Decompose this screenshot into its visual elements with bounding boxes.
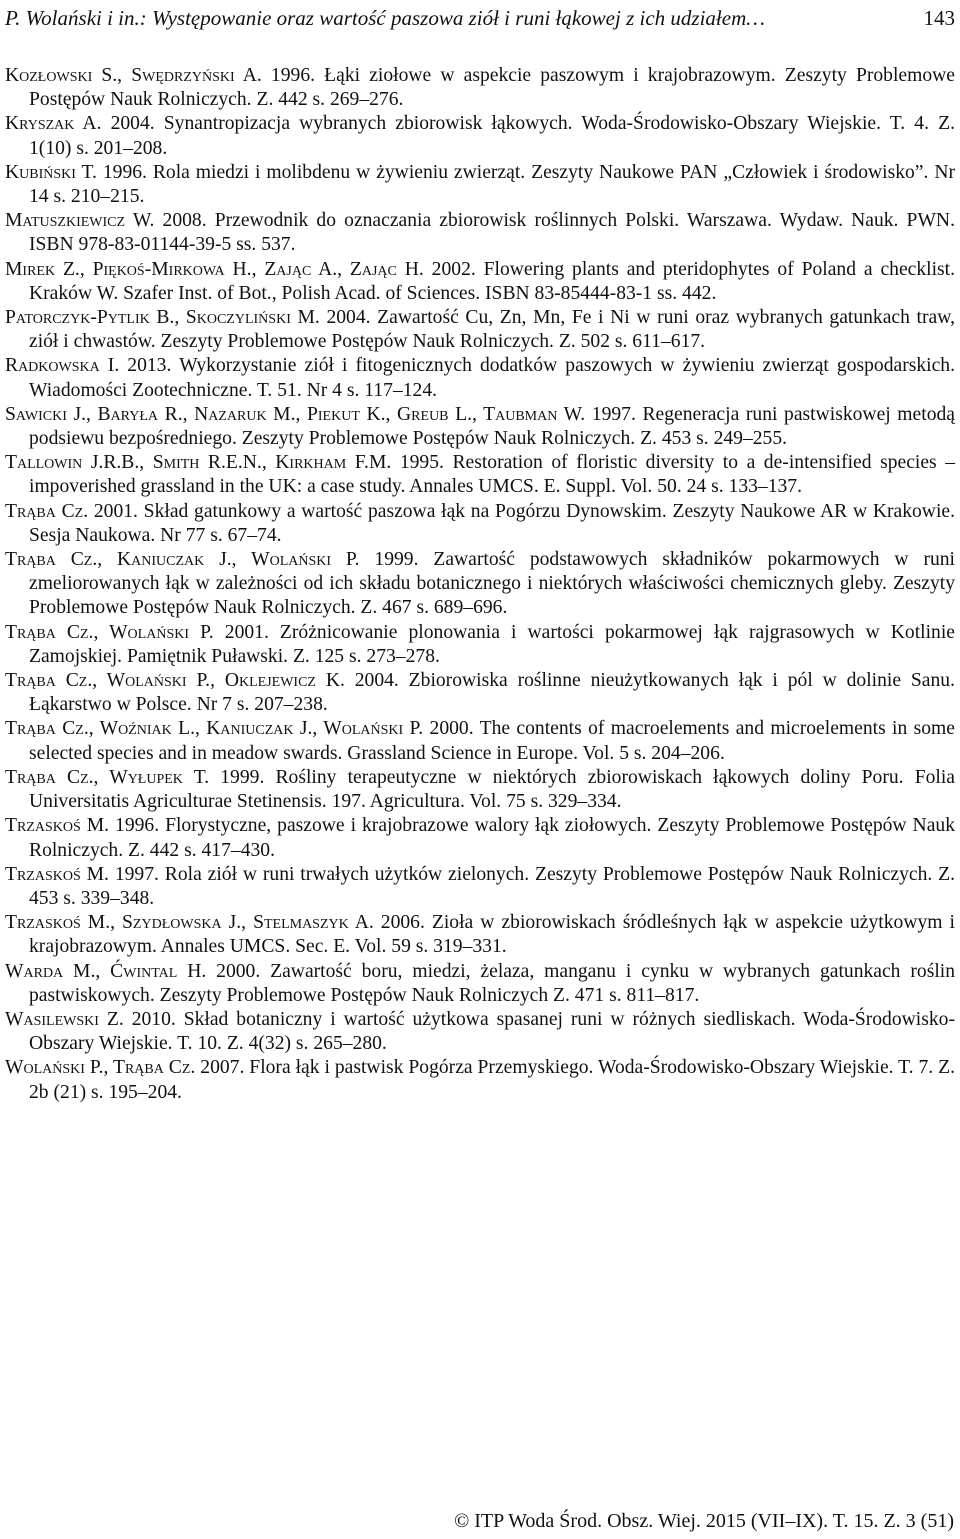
reference-text: 1996. Florystyczne, paszowe i krajobrazowe walory łąk ziołowych. Zeszyty Problemowe Postępów Nauk Rolniczych. Z. 442 s. 417–430. [29, 815, 955, 861]
page-footer [454, 1508, 954, 1534]
reference-authors: Wolański P., Trąba Cz. [5, 1057, 196, 1079]
reference-authors: Sawicki J., Baryła R., Nazaruk M., Piekut K., Greub L., Taubman W. [5, 403, 586, 425]
page-number: 143 [923, 6, 955, 30]
reference-text: 2004. Zbiorowiska roślinne nieużytkowanych łąk i pól w dolinie Sanu. Łąkarstwo w Polsce. Nr 7 s. 207–238. [29, 670, 955, 716]
reference-item [5, 717, 955, 765]
reference-text: 1996. Rola miedzi i molibdenu w żywieniu zwierząt. Zeszyty Naukowe PAN „Człowiek i środowisko”. Nr 14 s. 210–215. [29, 161, 955, 208]
reference-item [5, 403, 955, 451]
reference-item [5, 161, 955, 209]
reference-authors: Trzaskoś M. [5, 815, 110, 837]
reference-item [5, 1056, 955, 1104]
reference-text: 2001. Zróżnicowanie plonowania i wartości pokarmowej łąk rajgrasowych w Kotlinie Zamojskiej. Pamiętnik Puławski. Z. 125 s. 273–278. [29, 621, 955, 667]
reference-item [5, 209, 955, 257]
reference-authors: Trzaskoś M., Szydłowska J., Stelmaszyk A. [5, 912, 374, 934]
reference-item [5, 814, 955, 862]
reference-text: 2001. Skład gatunkowy a wartość paszowa łąk na Pogórzu Dynowskim. Zeszyty Naukowe AR w Krakowie. Sesja Naukowa. Nr 77 s. 67–74. [29, 500, 955, 546]
reference-authors: Patorczyk-Pytlik B., Skoczyliński M. [5, 307, 320, 329]
reference-item [5, 354, 955, 402]
reference-item [5, 258, 955, 306]
reference-item [5, 766, 955, 814]
reference-authors: Kubiński T. [5, 161, 97, 183]
reference-authors: Wasilewski Z. [5, 1008, 124, 1030]
journal-citation: © ITP Woda Środ. Obsz. Wiej. 2015 (VII–IX). T. 15. Z. 3 (51) [454, 1510, 954, 1532]
reference-text: 1995. Restoration of floristic diversity to a de-intensified species – impoverished grassland in the UK: a case study. Annales UMCS. E. Suppl. Vol. 50. 24 s. 133–137. [29, 452, 955, 498]
reference-text: 1997. Rola ziół w runi trwałych użytków zielonych. Zeszyty Problemowe Postępów Nauk Rolniczych. Z. 453 s. 339–348. [29, 863, 956, 909]
reference-item [5, 306, 955, 354]
reference-authors: Trąba Cz., Wolański P., Oklejewicz K. [5, 670, 345, 692]
reference-authors: Trąba Cz., Woźniak L., Kaniuczak J., Wolański P. [5, 718, 424, 740]
reference-item [5, 669, 955, 717]
reference-item [5, 64, 955, 112]
reference-text: 2006. Zioła w zbiorowiskach śródleśnych łąk w aspekcie użytkowym i krajobrazowym. Annales UMCS. Sec. E. Vol. 59 s. 319–331. [29, 912, 955, 958]
running-title: P. Wolański i in.: Występowanie oraz wartość paszowa ziół i runi łąkowej z ich udziałem… [5, 6, 765, 30]
reference-text: 2000. Zawartość boru, miedzi, żelaza, manganu i cynku w wybranych gatunkach roślin pastwiskowych. Zeszyty Problemowe Postępów Nauk Rolniczych Z. 471 s. 811–817. [29, 960, 956, 1006]
reference-authors: Matuszkiewicz W. [5, 210, 155, 232]
reference-text: 2000. The contents of macroelements and microelements in some selected species and in meadow swards. Grassland Science in Europe. Vol. 5 s. 204–206. [29, 718, 955, 764]
reference-text: 2004. Synantropizacja wybranych zbiorowisk łąkowych. Woda-Środowisko-Obszary Wiejskie. T. 4. Z. 1(10) s. 201–208. [29, 113, 955, 159]
reference-item [5, 451, 955, 499]
reference-authors: Trzaskoś M. [5, 863, 109, 885]
reference-text: 2004. Zawartość Cu, Zn, Mn, Fe i Ni w runi oraz wybranych gatunkach traw, ziół i chwastów. Zeszyty Problemowe Postępów Nauk Rolniczych. Z. 502 s. 611–617. [29, 307, 955, 353]
reference-text: 1999. Zawartość podstawowych składników pokarmowych w runi zmeliorowanych łąk w zależności od ich składu botanicznego i niektórych właściwości chemicznych gleby. Zeszyty Problemowe Postępów Nauk Rolniczych. Z. 467 s. 689–696. [29, 549, 956, 619]
reference-item [5, 911, 955, 959]
reference-text: 1996. Łąki ziołowe w aspekcie paszowym i krajobrazowym. Zeszyty Problemowe Postępów Nauk Rolniczych. Z. 442 s. 269–276. [29, 65, 955, 111]
reference-text: 2010. Skład botaniczny i wartość użytkowa spasanej runi w różnych siedliskach. Woda-Środowisko-Obszary Wiejskie. T. 10. Z. 4(32) s. 265–280. [29, 1008, 955, 1055]
reference-text: 2007. Flora łąk i pastwisk Pogórza Przemyskiego. Woda-Środowisko-Obszary Wiejskie. T. 7. Z. 2b (21) s. 195–204. [29, 1057, 955, 1103]
reference-authors: Kryszak A. [5, 113, 102, 135]
reference-authors: Mirek Z., Piękoś-Mirkowa H., Zając A., Zając H. [5, 258, 424, 280]
reference-authors: Trąba Cz., Wyłupek T. [5, 766, 210, 788]
reference-authors: Kozłowski S., Swędrzyński A. [5, 65, 262, 86]
reference-authors: Trąba Cz., Wolański P. [5, 621, 214, 643]
reference-item [5, 621, 955, 669]
reference-item [5, 548, 955, 621]
reference-list [5, 64, 955, 1105]
reference-text: 1999. Rośliny terapeutyczne w niektórych zbiorowiskach łąkowych doliny Poru. Folia Universitatis Agriculturae Stetinensis. 197. Agricultura. Vol. 75 s. 329–334. [29, 766, 955, 813]
reference-text: 1997. Regeneracja runi pastwiskowej metodą podsiewu bezpośredniego. Zeszyty Problemowe Postępów Nauk Rolniczych. Z. 453 s. 249–255. [29, 403, 955, 450]
reference-item [5, 500, 955, 548]
reference-text: 2002. Flowering plants and pteridophytes of Poland a checklist. Kraków W. Szafer Inst. of Bot., Polish Acad. of Sciences. ISBN 83-85444-83-1 ss. 442. [29, 258, 956, 304]
reference-authors: Tallowin J.R.B., Smith R.E.N., Kirkham F.M. [5, 452, 392, 474]
reference-authors: Trąba Cz. [5, 500, 89, 522]
reference-authors: Radkowska I. [5, 355, 120, 377]
reference-item [5, 1008, 955, 1056]
reference-text: 2013. Wykorzystanie ziół i fitogenicznych dodatków paszowych w żywieniu zwierząt gospodarskich. Wiadomości Zootechniczne. T. 51. Nr 4 s. 117–124. [29, 355, 955, 401]
reference-item [5, 863, 955, 911]
reference-authors: Trąba Cz., Kaniuczak J., Wolański P. [5, 549, 360, 571]
reference-item [5, 112, 955, 160]
page-header [0, 0, 960, 34]
reference-item [5, 960, 955, 1008]
reference-authors: Warda M., Ćwintal H. [5, 960, 207, 982]
reference-text: 2008. Przewodnik do oznaczania zbiorowisk roślinnych Polski. Warszawa. Wydaw. Nauk. PWN. ISBN 978-83-01144-39-5 ss. 537. [29, 210, 955, 256]
